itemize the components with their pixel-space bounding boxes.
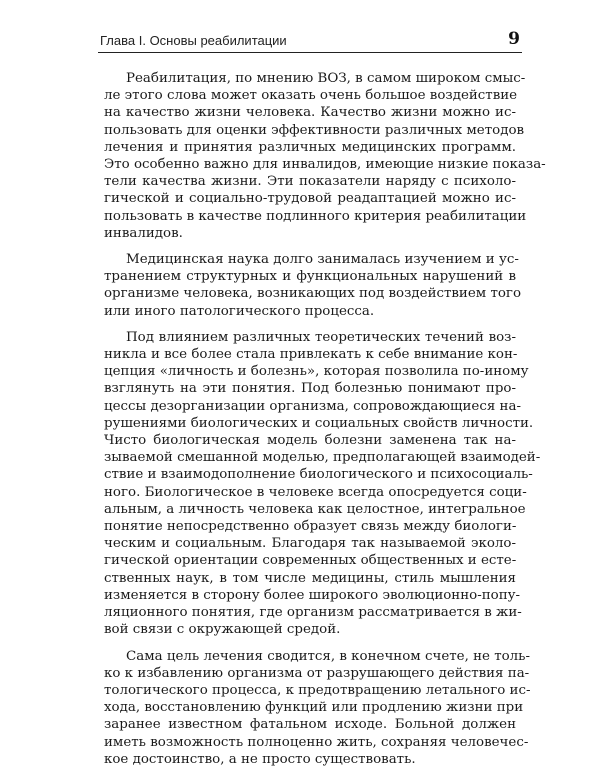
- text-line: тологического процесса, к предотвращению летального ис-: [104, 682, 531, 698]
- chapter-title: Глава I. Основы реабилитации: [100, 33, 287, 48]
- text-line: ле этого слова может оказать очень большое воздействие: [104, 88, 518, 104]
- text-line: иметь возможность полноценно жить, сохраняя человечес-: [104, 734, 529, 750]
- text-line: Под влиянием различных теоретических течений воз-: [126, 329, 516, 345]
- text-line: цепция «личность и болезнь», которая позволила по-иному: [104, 364, 529, 380]
- paragraph: [104, 251, 522, 320]
- text-line: ственных наук, в том числе медицины, стиль мышления: [104, 570, 516, 586]
- text-line: ческим и социальным. Благодаря так называемой эколо-: [104, 536, 516, 552]
- text-line: цессы дезорганизации организма, сопровождающиеся на-: [104, 398, 521, 414]
- text-line: кое достоинство, а не просто существовать.: [104, 751, 416, 767]
- text-line: Это особенно важно для инвалидов, имеющие низкие показа-: [104, 157, 546, 173]
- text-line: организме человека, возникающих под воздействием того: [104, 286, 522, 302]
- text-line: гической ориентации современных общественных и есте-: [104, 553, 517, 569]
- text-line: пользовать в качестве подлинного критерия реабилитации: [104, 208, 527, 224]
- text-line: понятие непосредственно образует связь между биологи-: [104, 519, 517, 535]
- text-line: или иного патологического процесса.: [104, 303, 375, 319]
- text-line: ко к избавлению организма от разрушающего действия па-: [104, 665, 530, 681]
- text-line: лечения и принятия различных медицинских программ.: [104, 139, 516, 155]
- text-line: ствие и взаимодополнение биологического и психосоциаль-: [104, 467, 533, 483]
- text-line: ного. Биологическое в человеке всегда опосредуется соци-: [104, 484, 527, 500]
- text-line: транением структурных и функциональных нарушений в: [104, 269, 516, 285]
- text-line: инвалидов.: [104, 225, 183, 241]
- text-line: ляционного понятия, где организм рассматривается в жи-: [104, 605, 522, 621]
- text-line: заранее известном фатальном исходе. Больной должен: [104, 717, 516, 733]
- text-line: на качество жизни человека. Качество жизни можно ис-: [104, 105, 516, 121]
- text-line: рушениями биологических и социальных свойств личности.: [104, 415, 534, 431]
- text-line: Сама цель лечения сводится, в конечном счете, не толь-: [126, 648, 530, 664]
- text-line: изменяется в сторону более широкого эволюционно-попу-: [104, 587, 521, 603]
- text-line: Реабилитация, по мнению ВОЗ, в самом широком смыс-: [126, 71, 526, 86]
- text-line: пользовать для оценки эффективности различных методов: [104, 122, 525, 138]
- text-line: Чисто биологическая модель болезни заменена так на-: [104, 433, 516, 449]
- page-number: 9: [508, 29, 520, 49]
- running-header: [98, 22, 522, 53]
- text-line: хода, восстановлению функций или продлению жизни при: [104, 700, 524, 716]
- text-line: тели качества жизни. Эти показатели наряду с психоло-: [104, 174, 516, 190]
- text-line: Медицинская наука долго занималась изучением и ус-: [126, 252, 519, 268]
- paragraph: [104, 70, 546, 242]
- body-text: [104, 70, 546, 777]
- text-line: взглянуть на эти понятия. Под болезнью понимают про-: [104, 381, 516, 397]
- text-line: никла и все более стала привлекать к себе внимание кон-: [104, 347, 518, 363]
- text-line: гической и социально-трудовой реадаптацией можно ис-: [104, 191, 516, 207]
- text-line: альным, а личность человека как целостное, интегральное: [104, 501, 526, 517]
- text-line: вой связи с окружающей средой.: [104, 622, 341, 638]
- text-line: зываемой смешанной моделью, предполагающей взаимодей-: [104, 450, 541, 466]
- paragraph: [104, 329, 541, 639]
